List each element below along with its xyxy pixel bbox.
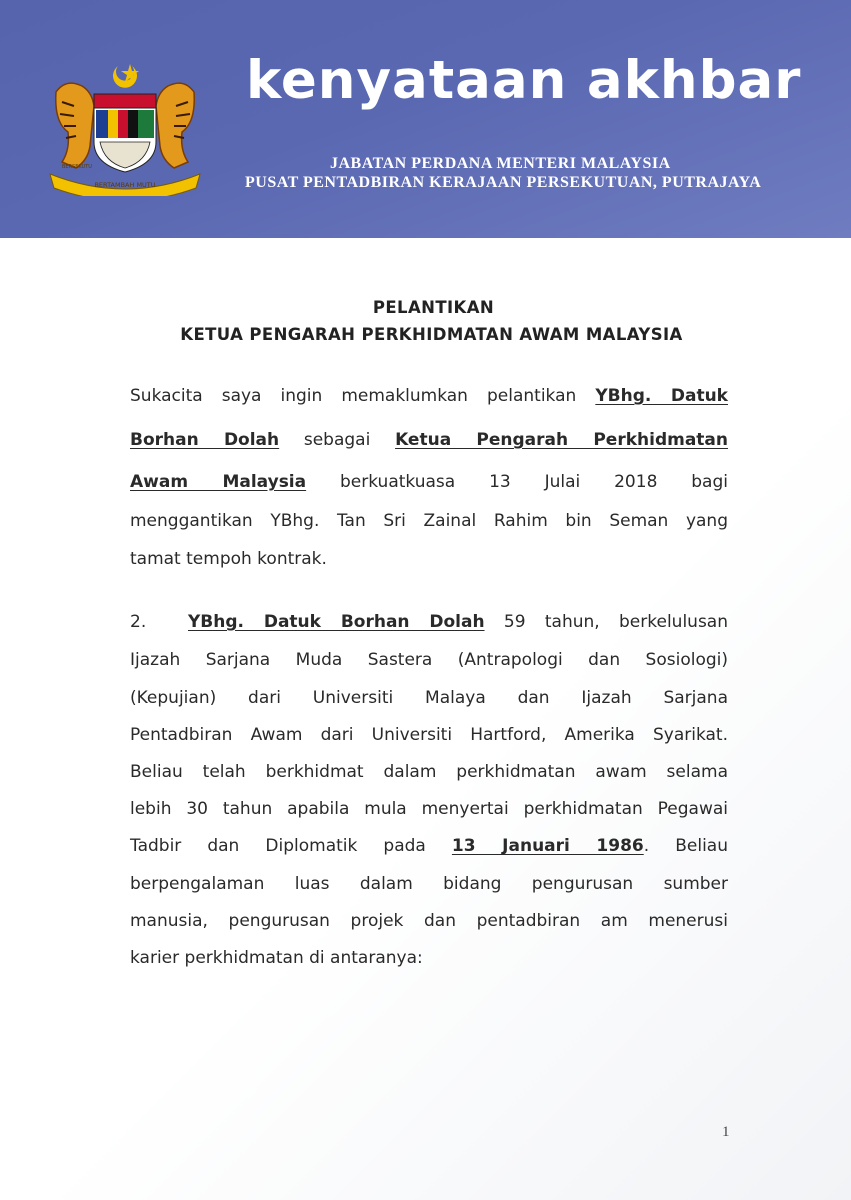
paragraph-line: berpengalaman luas dalam bidang pengurusan sumber xyxy=(130,874,728,894)
paragraph-line: manusia, pengurusan projek dan pentadbiran am menerusi xyxy=(130,911,728,931)
paragraph-line: Awam Malaysia berkuatkuasa 13 Julai 2018 bagi xyxy=(130,472,728,492)
press-release-banner xyxy=(0,0,851,238)
paragraph-line: lebih 30 tahun apabila mula menyertai perkhidmatan Pegawai xyxy=(130,799,728,819)
page-number: 1 xyxy=(722,1124,730,1140)
svg-text:BERTAMBAH MUTU: BERTAMBAH MUTU xyxy=(94,181,156,189)
malaysia-coat-of-arms-icon xyxy=(48,62,202,196)
paragraph-line: Tadbir dan Diplomatik pada 13 Januari 1986. Beliau xyxy=(130,836,728,856)
department-address: PUSAT PENTADBIRAN KERAJAAN PERSEKUTUAN, PUTRAJAYA xyxy=(245,174,762,191)
paragraph-line: (Kepujian) dari Universiti Malaya dan Ijazah Sarjana xyxy=(130,688,728,708)
appointee-name-part2: Borhan Dolah xyxy=(130,430,280,450)
svg-text:BERSEKUTU: BERSEKUTU xyxy=(62,164,92,170)
paragraph-line: menggantikan YBhg. Tan Sri Zainal Rahim bin Seman yang xyxy=(130,511,728,531)
paragraph-line: tamat tempoh kontrak. xyxy=(130,549,327,569)
paragraph-line: Beliau telah berkhidmat dalam perkhidmatan awam selama xyxy=(130,762,728,782)
appointee-name: YBhg. Datuk Borhan Dolah xyxy=(188,612,485,632)
paragraph-line: Borhan Dolah sebagai Ketua Pengarah Perkhidmatan xyxy=(130,430,729,450)
paragraph-line: Ijazah Sarjana Muda Sastera (Antrapologi dan Sosiologi) xyxy=(130,650,728,670)
appointee-name-part1: YBhg. Datuk xyxy=(595,386,728,406)
document-title-line2: KETUA PENGARAH PERKHIDMATAN AWAM MALAYSIA xyxy=(180,325,683,344)
paragraph-line: Sukacita saya ingin memaklumkan pelantikan YBhg. Datuk xyxy=(130,386,728,406)
start-date: 13 Januari 1986 xyxy=(451,836,644,856)
department-name: JABATAN PERDANA MENTERI MALAYSIA xyxy=(330,155,671,172)
paragraph-line: 2. YBhg. Datuk Borhan Dolah 59 tahun, berkelulusan xyxy=(130,612,728,632)
paragraph-line: karier perkhidmatan di antaranya: xyxy=(130,948,423,968)
position-title-part1: Ketua Pengarah Perkhidmatan xyxy=(395,430,729,450)
position-title-part2: Awam Malaysia xyxy=(130,472,307,492)
paragraph-line: Pentadbiran Awam dari Universiti Hartford, Amerika Syarikat. xyxy=(130,725,728,745)
document-page xyxy=(0,238,851,1200)
document-title-line1: PELANTIKAN xyxy=(372,298,495,317)
banner-title: kenyataan akhbar xyxy=(246,50,802,111)
paragraph-number: 2. xyxy=(130,612,147,632)
